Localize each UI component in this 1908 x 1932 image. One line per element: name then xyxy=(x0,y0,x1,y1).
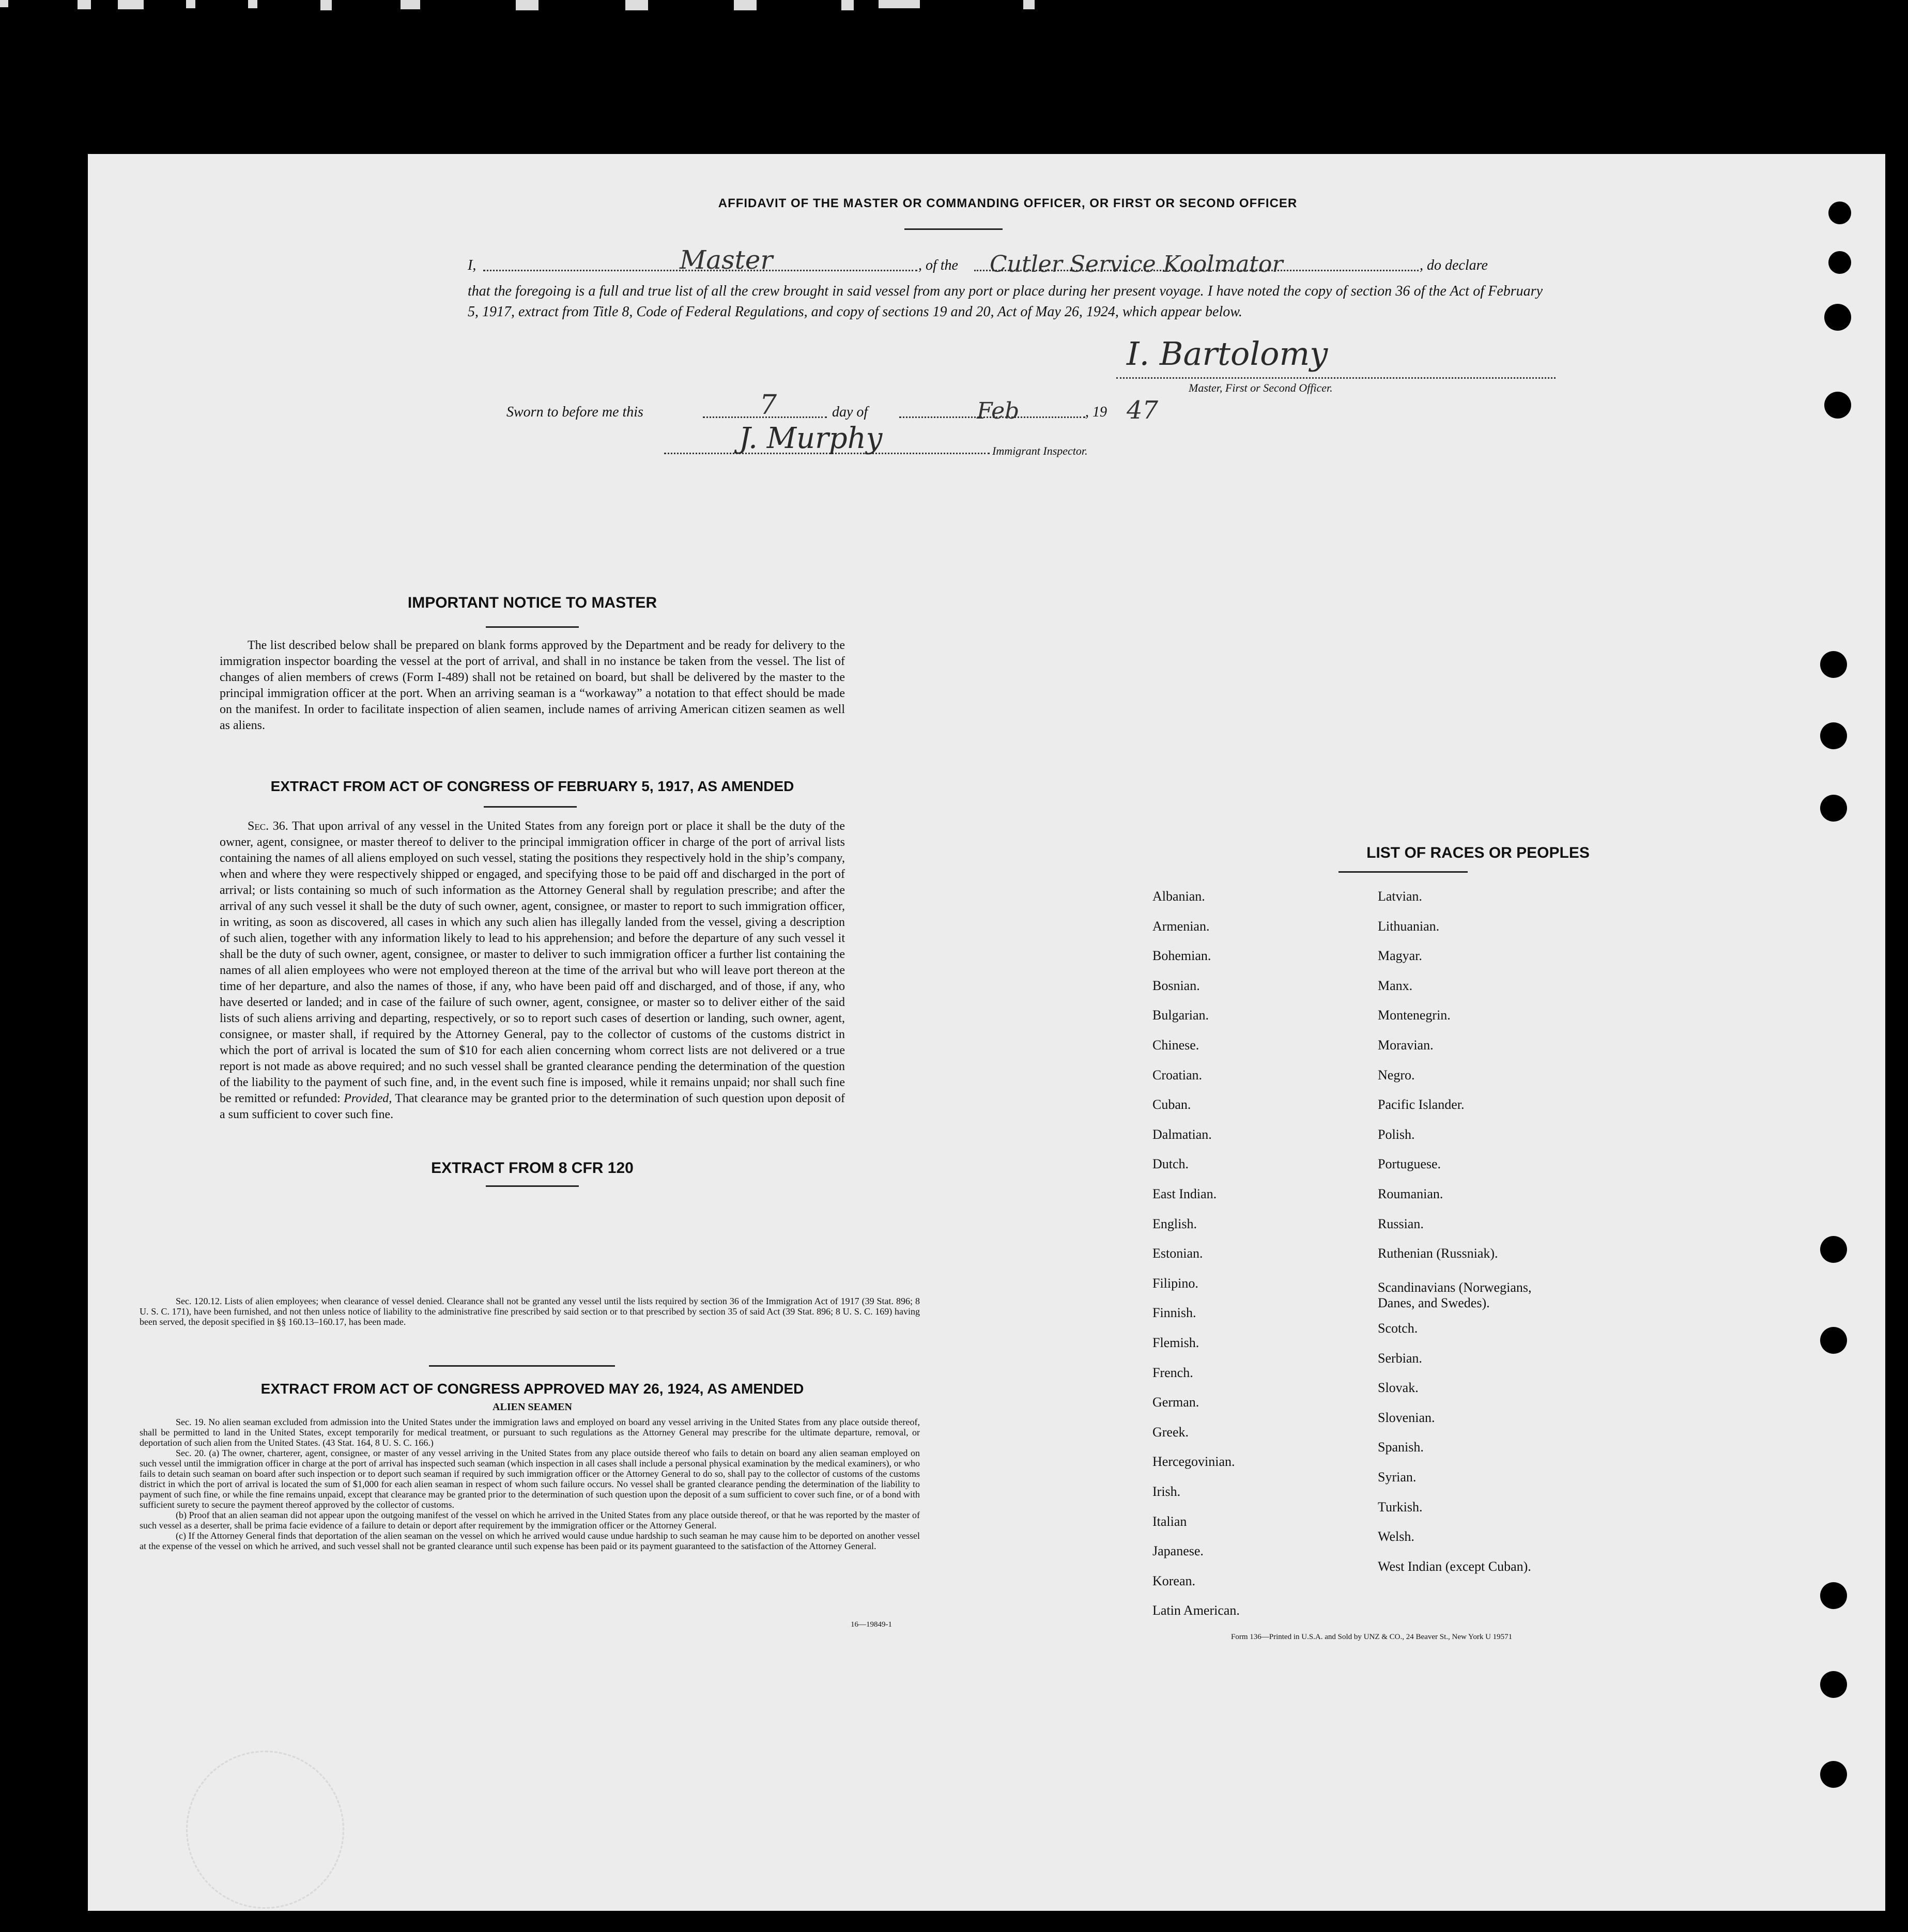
race-item: Hercegovinian. xyxy=(1152,1454,1235,1470)
notice-body: The list described below shall be prepared on blank forms approved by the Department and be ready for delivery to the immigration inspector boarding the vessel at the port of arrival, and shall in no instance be taken from the vessel. The list of changes of alien members of crews (Form I-489) shall not be retained on board, but shall be delivered by the master to the principal immigration officer at the port. When an arriving seaman is a “workaway” a notation to that effect should be made on the manifest. In order to facilitate inspection of alien seamen, include names of arriving American citizen seamen as well as aliens. xyxy=(220,639,845,732)
master-signature: I. Bartolomy xyxy=(1127,335,1328,373)
race-item: Manx. xyxy=(1378,978,1413,993)
race-item: Dalmatian. xyxy=(1152,1126,1212,1142)
extract-1917-title: EXTRACT FROM ACT OF CONGRESS OF FEBRUARY 5, 1917, AS AMENDED xyxy=(270,778,794,794)
seal-impression xyxy=(186,1751,344,1909)
sworn-day: 7 xyxy=(760,390,777,421)
race-item: Finnish. xyxy=(1152,1305,1196,1321)
race-item: Negro. xyxy=(1378,1067,1415,1083)
extract-1917-body xyxy=(220,818,845,1123)
extract-cfr-title: EXTRACT FROM 8 CFR 120 xyxy=(431,1160,634,1177)
sec-36-text: That upon arrival of any vessel in the United States from any foreign port or place it shall be the duty of the owner, agent, consignee, or master thereof to deliver to the principal immigration officer in charge of the port of arrival lists containing the names of all aliens employed on such vessel, stating the positions they respectively hold in the ship’s company, when and where they were respectively shipped or engaged, and specifying those to be paid off and discharged in the port of arrival; or lists containing so much of such information as the Attorney General shall by regulation prescribe; and after the arrival of any such vessel it shall be the duty of such owner, agent, consignee, or master to report to such immigration officer, in writing, as soon as discovered, all cases in which any such alien has illegally landed from the vessel, giving a description of such alien, together with any information likely to lead to his apprehension; and before the departure of any such vessel it shall be the duty of such owner, agent, consignee, or master to deliver to such immigration officer a further list containing the names of all alien employees who were not employed thereon at the time of the arrival but who will leave port thereon at the time of her departure, and also the names of those, if any, who have been paid off and discharged, and of those, if any, who have deserted or landed; and in case of the failure of such owner, agent, consignee, or master so to deliver either of the said lists of such aliens arriving and departing, respectively, or so to report such cases of desertion or landing, such owner, agent, consignee, or master shall, if required by the Attorney General, pay to the collector of customs of the customs district in which the port of arrival is located the sum of $10 for each alien concerning whom correct lists are not delivered or a true report is not made as above required; and no such vessel shall be granted clearance pending the determination of the question of the liability to the payment of such fine, and, in the event such fine is imposed, while it remains unpaid; nor shall such fine be remitted or refunded: xyxy=(220,820,845,1105)
race-item: Albanian. xyxy=(1152,889,1205,904)
race-item: Estonian. xyxy=(1152,1246,1203,1261)
form-footer: Form 136—Printed in U.S.A. and Sold by UNZ & CO., 24 Beaver St., New York U 19571 xyxy=(1231,1633,1513,1641)
race-item: German. xyxy=(1152,1395,1199,1410)
races-title: LIST OF RACES OR PEOPLES xyxy=(1366,844,1590,861)
divider xyxy=(904,228,1003,230)
race-item: Scandinavians (Norwegians, Danes, and Swedes). xyxy=(1378,1279,1532,1310)
race-item: Bosnian. xyxy=(1152,978,1200,993)
punch-hole xyxy=(1820,1671,1847,1698)
race-item: Italian xyxy=(1152,1513,1187,1529)
sec-19-text: Sec. 19. No alien seaman excluded from admission into the United States under the immigration laws and employed on board any vessel arriving in the United States from any place outside thereof, shall be permitted to land in the United States, except temporarily for medical treatment, or pursuant to such regulations as the Attorney General may prescribe for the ultimate departure, removal, or deportation of such alien from the United States. (43 Stat. 164, 8 U. S. C. 166.) xyxy=(140,1417,920,1448)
sworn-line xyxy=(506,390,1282,430)
print-code: 16—19849-1 xyxy=(851,1620,892,1629)
race-item: French. xyxy=(1152,1365,1193,1380)
race-item: Scotch. xyxy=(1378,1321,1418,1336)
punch-hole xyxy=(1828,251,1851,274)
race-item: Ruthenian (Russniak). xyxy=(1378,1246,1498,1261)
race-item: Lithuanian. xyxy=(1378,918,1440,934)
races-left-column xyxy=(1152,889,1338,1798)
race-item: Slovak. xyxy=(1378,1380,1419,1396)
sworn-month: Feb xyxy=(977,398,1020,424)
punch-hole xyxy=(1824,392,1851,419)
race-item: Turkish. xyxy=(1378,1499,1423,1514)
race-item: Irish. xyxy=(1152,1484,1181,1499)
races-right-column xyxy=(1378,889,1667,1798)
affidavit-declaration-line xyxy=(468,245,1543,277)
divider xyxy=(1338,871,1468,873)
declarant-prefix: I, xyxy=(468,257,476,273)
race-item: Dutch. xyxy=(1152,1156,1189,1172)
sec-36-text-end: That clearance may be granted prior to the determination of such question upon deposit of a sum sufficient to cover such fine. xyxy=(220,1092,845,1121)
race-item: Latvian. xyxy=(1378,889,1422,904)
race-item: Japanese. xyxy=(1152,1543,1204,1559)
race-item: Filipino. xyxy=(1152,1275,1198,1291)
race-item: Welsh. xyxy=(1378,1529,1414,1544)
race-item: West Indian (except Cuban). xyxy=(1378,1558,1531,1574)
punch-hole xyxy=(1820,1236,1847,1263)
sworn-year-prefix: , 19 xyxy=(1085,404,1107,420)
race-item: Greek. xyxy=(1152,1424,1189,1440)
race-item: Montenegrin. xyxy=(1378,1008,1451,1023)
extract-1924-body xyxy=(140,1417,920,1551)
divider xyxy=(429,1365,615,1367)
sworn-prefix: Sworn to before me this xyxy=(506,404,643,420)
sec-36-label: Sec. 36. xyxy=(248,820,288,833)
race-item: Flemish. xyxy=(1152,1335,1199,1350)
race-item: Polish. xyxy=(1378,1126,1415,1142)
race-item: Latin American. xyxy=(1152,1603,1240,1618)
race-item: Magyar. xyxy=(1378,948,1422,964)
sec-36-provided: Provided, xyxy=(344,1092,392,1105)
race-item: Croatian. xyxy=(1152,1067,1203,1083)
sec-20b-text: (b) Proof that an alien seaman did not appear upon the outgoing manifest of the vessel on which he arrived in the United States from any place outside thereof, or that he was reported by the master of such vessel as a deserter, shall be prima facie evidence of a failure to detain or deport after requirement by the immigration officer or the Attorney General. xyxy=(140,1510,920,1531)
declarant-handwritten: Master xyxy=(680,245,773,275)
sworn-day-of: day of xyxy=(832,404,868,420)
master-signature-line xyxy=(1116,377,1556,379)
divider xyxy=(484,806,577,808)
race-item: Bohemian. xyxy=(1152,948,1211,964)
affidavit-body: that the foregoing is a full and true list of all the crew brought in said vessel from any port or place during her present voyage. I have noted the copy of section 36 of the Act of February 5, 1917, extract from Title 8, Code of Federal Regulations, and copy of sections 19 and 20, Act of May 26, 1924, which appear below. xyxy=(468,283,1543,320)
race-item: Bulgarian. xyxy=(1152,1008,1209,1023)
affidavit-title: AFFIDAVIT OF THE MASTER OR COMMANDING OFFICER, OR FIRST OR SECOND OFFICER xyxy=(718,196,1298,210)
race-item: East Indian. xyxy=(1152,1186,1217,1201)
declare-suffix: , do declare xyxy=(1420,257,1488,273)
punch-hole xyxy=(1820,1761,1847,1788)
race-item: English. xyxy=(1152,1216,1197,1231)
scan-edge-marks xyxy=(0,0,1034,13)
race-item: Chinese. xyxy=(1152,1038,1199,1053)
punch-hole xyxy=(1820,1327,1847,1354)
punch-hole xyxy=(1820,795,1847,822)
race-item: Russian. xyxy=(1378,1216,1424,1231)
extract-cfr-body: Sec. 120.12. Lists of alien employees; when clearance of vessel denied. Clearance shall not be granted any vessel until the lists required by section 36 of the Immigration Act of 1917 (39 Stat. 896; 8 U. S. C. 171), have been furnished, and not then unless notice of liability to the administrative fine prescribed by said section or to that prescribed by section 35 of said Act (39 Stat. 896; 8 U. S. C. 169) having been served, the deposit specified in §§ 160.13–160.17, has been made. xyxy=(140,1296,920,1327)
race-item: Spanish. xyxy=(1378,1440,1424,1455)
race-item: Cuban. xyxy=(1152,1097,1191,1112)
sworn-year: 47 xyxy=(1127,396,1159,425)
race-item: Portuguese. xyxy=(1378,1156,1441,1172)
extract-1924-subtitle: ALIEN SEAMEN xyxy=(493,1401,572,1413)
race-item: Roumanian. xyxy=(1378,1186,1443,1201)
race-item: Moravian. xyxy=(1378,1038,1434,1053)
punch-hole xyxy=(1828,202,1851,224)
inspector-signature: J. Murphy xyxy=(739,422,883,455)
punch-hole xyxy=(1820,722,1847,749)
race-item: Korean. xyxy=(1152,1573,1196,1588)
punch-hole xyxy=(1824,304,1851,331)
sec-20c-text: (c) If the Attorney General finds that deportation of the alien seaman on the vessel on which he arrived would cause undue hardship to such seaman he may cause him to be deported on another vessel at the expense of the vessel on which he arrived, and such vessel shall not be granted clearance until such expense has been paid or its payment guaranteed to the satisfaction of the Attorney General. xyxy=(140,1531,920,1551)
race-item: Serbian. xyxy=(1378,1350,1422,1366)
divider xyxy=(486,626,579,628)
race-item: Pacific Islander. xyxy=(1378,1097,1465,1112)
sec-20a-text: Sec. 20. (a) The owner, charterer, agent, consignee, or master of any vessel arriving in the United States from any place outside thereof who fails to detain on board any alien seaman employed on such vessel until the immigration officer in charge at the port of arrival has inspected such seaman (which inspection in all cases shall include a personal physical examination by the medical examiners), or who fails to detain such seaman on board after such inspection or to deport such seaman if required by such immigration officer or the Attorney General to do so, shall pay to the collector of customs of the customs district in which the port of arrival is located the sum of $1,000 for each alien seaman in respect of whom such failure occurs. No vessel shall be granted clearance pending the determination of the liability to payment of such fine, or while the fine remains unpaid, except that clearance may be granted prior to the determination of such question upon the deposit of a sum sufficient to cover such fine, or of a bond with sufficient surety to secure the payment thereof approved by the collector of customs. xyxy=(140,1448,920,1510)
vessel-prefix: , of the xyxy=(918,257,958,273)
punch-hole xyxy=(1820,1582,1847,1609)
inspector-caption: Immigrant Inspector. xyxy=(992,444,1088,457)
form-page xyxy=(88,154,1885,1911)
race-item: Syrian. xyxy=(1378,1470,1417,1485)
extract-1924-title: EXTRACT FROM ACT OF CONGRESS APPROVED MAY 26, 1924, AS AMENDED xyxy=(260,1381,804,1397)
divider xyxy=(486,1185,579,1187)
race-item: Armenian. xyxy=(1152,918,1210,934)
vessel-handwritten: Cutler Service Koolmator xyxy=(990,251,1283,277)
punch-hole xyxy=(1820,651,1847,678)
notice-title: IMPORTANT NOTICE TO MASTER xyxy=(407,594,657,611)
master-signature-caption: Master, First or Second Officer. xyxy=(1189,381,1333,394)
race-item: Slovenian. xyxy=(1378,1410,1435,1425)
